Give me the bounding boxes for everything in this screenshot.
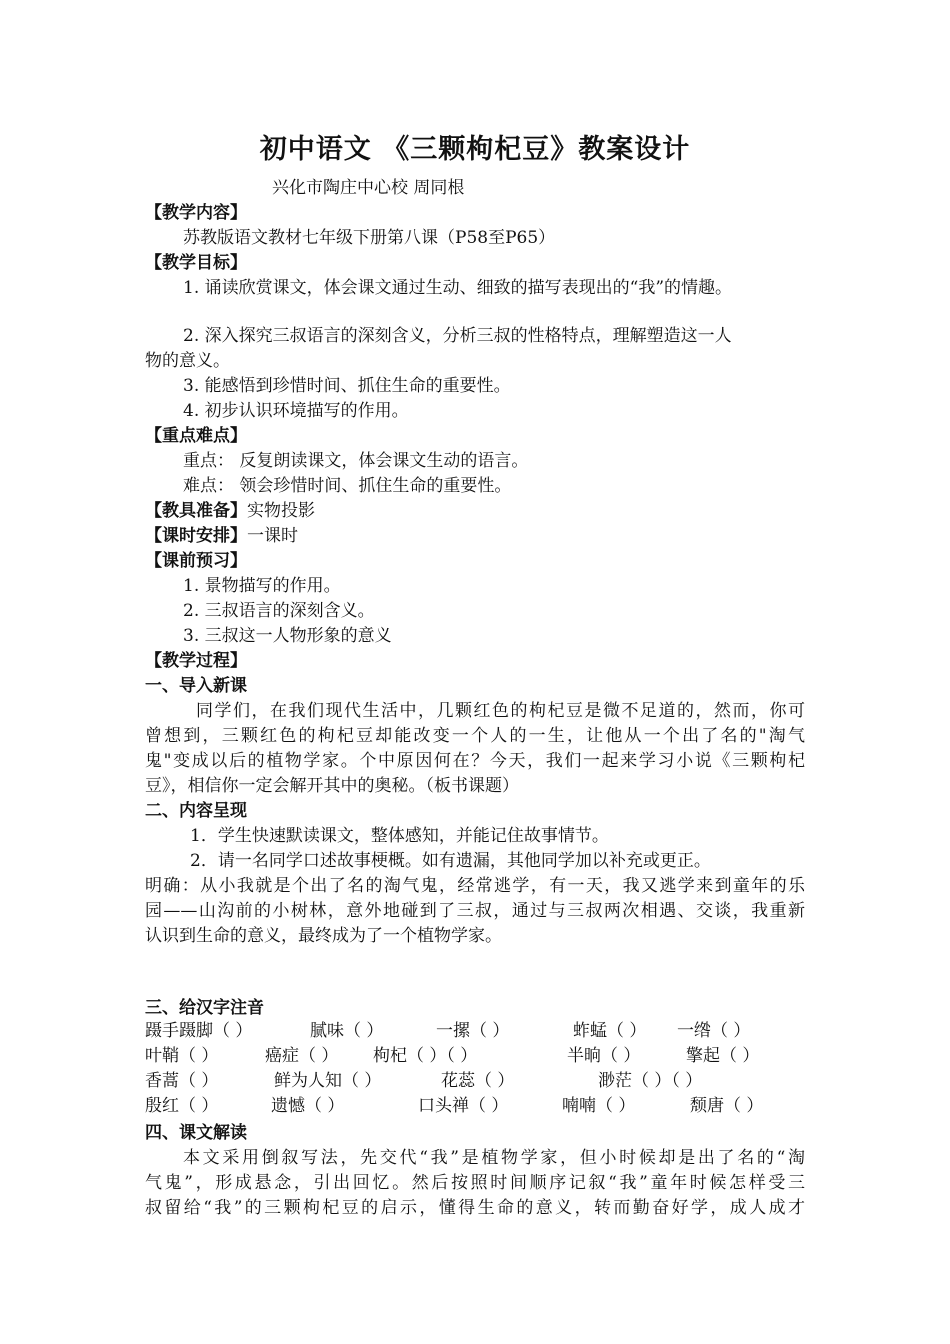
pinyin-item: 香蒿（ ）: [145, 1071, 219, 1091]
section-heading: 【课前预习】: [145, 551, 247, 571]
section-heading: 【教学内容】: [145, 203, 247, 223]
preview-item: 3. 三叔这一人物形象的意义: [183, 626, 392, 646]
section-heading: 【教具准备】: [145, 501, 247, 521]
author-line: 兴化市陶庄中心校 周同根: [272, 178, 465, 198]
section-heading: 【课时安排】: [145, 526, 247, 546]
pinyin-item: 颓唐（ ）: [690, 1096, 764, 1116]
pinyin-item: 腻味（ ）: [310, 1021, 384, 1041]
subsection-heading: 四、课文解读: [145, 1123, 247, 1143]
goal-item: 1. 诵读欣赏课文，体会课文通过生动、细致的描写表现出的“我”的情趣。: [183, 278, 733, 298]
step-item: 1．学生快速默读课文，整体感知，并能记住故事情节。: [190, 826, 609, 846]
goal-item-cont: 物的意义。: [145, 351, 230, 371]
goal-item: 4. 初步认识环境描写的作用。: [183, 401, 409, 421]
paragraph-line: 同学们，在我们现代生活中，几颗红色的枸杞豆是微不足道的，然而，你可: [196, 701, 805, 721]
goal-item: 2. 深入探究三叔语言的深刻含义，分析三叔的性格特点，理解塑造这一人: [183, 326, 732, 346]
pinyin-item: 擎起（ ）: [686, 1046, 760, 1066]
paragraph-line: 曾想到，三颗红色的枸杞豆却能改变一个人的一生，让他从一个出了名的"淘气: [145, 726, 805, 746]
subsection-heading: 二、内容呈现: [145, 801, 247, 821]
pinyin-item: 喃喃（ ）: [562, 1096, 636, 1116]
pinyin-item: 叶鞘（ ）: [145, 1046, 219, 1066]
pinyin-item: 蚱蜢（ ）: [573, 1021, 647, 1041]
section-heading: 【重点难点】: [145, 426, 247, 446]
difficult-point: 难点： 领会珍惜时间、抓住生命的重要性。: [183, 476, 512, 496]
pinyin-item: 癌症（ ）: [265, 1046, 339, 1066]
pinyin-item: 殷红（ ）: [145, 1096, 219, 1116]
paragraph-line: 明确：从小我就是个出了名的淘气鬼，经常逃学，有一天，我又逃学来到童年的乐: [145, 876, 805, 896]
preview-item: 1. 景物描写的作用。: [183, 576, 341, 596]
pinyin-item: 一绺（ ）: [677, 1021, 751, 1041]
subsection-heading: 一、导入新课: [145, 676, 247, 696]
paragraph-line: 本文采用倒叙写法，先交代“我”是植物学家，但小时候却是出了名的“淘: [183, 1148, 805, 1168]
pinyin-item: 遗憾（ ）: [271, 1096, 345, 1116]
pinyin-item: 花蕊（ ）: [441, 1071, 515, 1091]
pinyin-item: 渺茫（ ）（ ）: [598, 1071, 703, 1091]
tools-text: 实物投影: [247, 501, 315, 521]
paragraph-line: 豆》，相信你一定会解开其中的奥秘。（板书课题）: [145, 776, 519, 796]
pinyin-item: 鲜为人知（ ）: [274, 1071, 382, 1091]
content-text: 苏教版语文教材七年级下册第八课（P58至P65）: [183, 228, 556, 248]
step-item: 2．请一名同学口述故事梗概。如有遗漏，其他同学加以补充或更正。: [190, 851, 711, 871]
section-heading: 【教学目标】: [145, 253, 247, 273]
pinyin-item: 半晌（ ）: [567, 1046, 641, 1066]
pinyin-item: 枸杞（ ）（ ）: [373, 1046, 478, 1066]
subsection-heading: 三、给汉字注音: [145, 998, 264, 1018]
document-title: 初中语文 《三颗枸杞豆》教案设计: [259, 134, 691, 165]
section-heading: 【教学过程】: [145, 651, 247, 671]
preview-item: 2. 三叔语言的深刻含义。: [183, 601, 375, 621]
tools-line: [145, 499, 315, 523]
key-point: 重点： 反复朗读课文，体会课文生动的语言。: [183, 451, 529, 471]
pinyin-item: 一摞（ ）: [436, 1021, 510, 1041]
time-line: [145, 524, 298, 548]
paragraph-line: 园——山沟前的小树林，意外地碰到了三叔，通过与三叔两次相遇、交谈，我重新: [145, 901, 805, 921]
pinyin-item: 蹑手蹑脚（ ）: [145, 1021, 253, 1041]
pinyin-item: 口头禅（ ）: [418, 1096, 509, 1116]
time-text: 一课时: [247, 526, 298, 546]
paragraph-line: 气鬼”，形成悬念，引出回忆。然后按照时间顺序记叙“我”童年时候怎样受三: [145, 1173, 805, 1193]
paragraph-line: 叔留给“我”的三颗枸杞豆的启示，懂得生命的意义，转而勤奋好学，成人成才: [145, 1198, 805, 1218]
paragraph-line: 认识到生命的意义，最终成为了一个植物学家。: [145, 926, 502, 946]
paragraph-line: 鬼"变成以后的植物学家。个中原因何在？今天，我们一起来学习小说《三颗枸杞: [145, 751, 805, 771]
goal-item: 3. 能感悟到珍惜时间、抓住生命的重要性。: [183, 376, 511, 396]
